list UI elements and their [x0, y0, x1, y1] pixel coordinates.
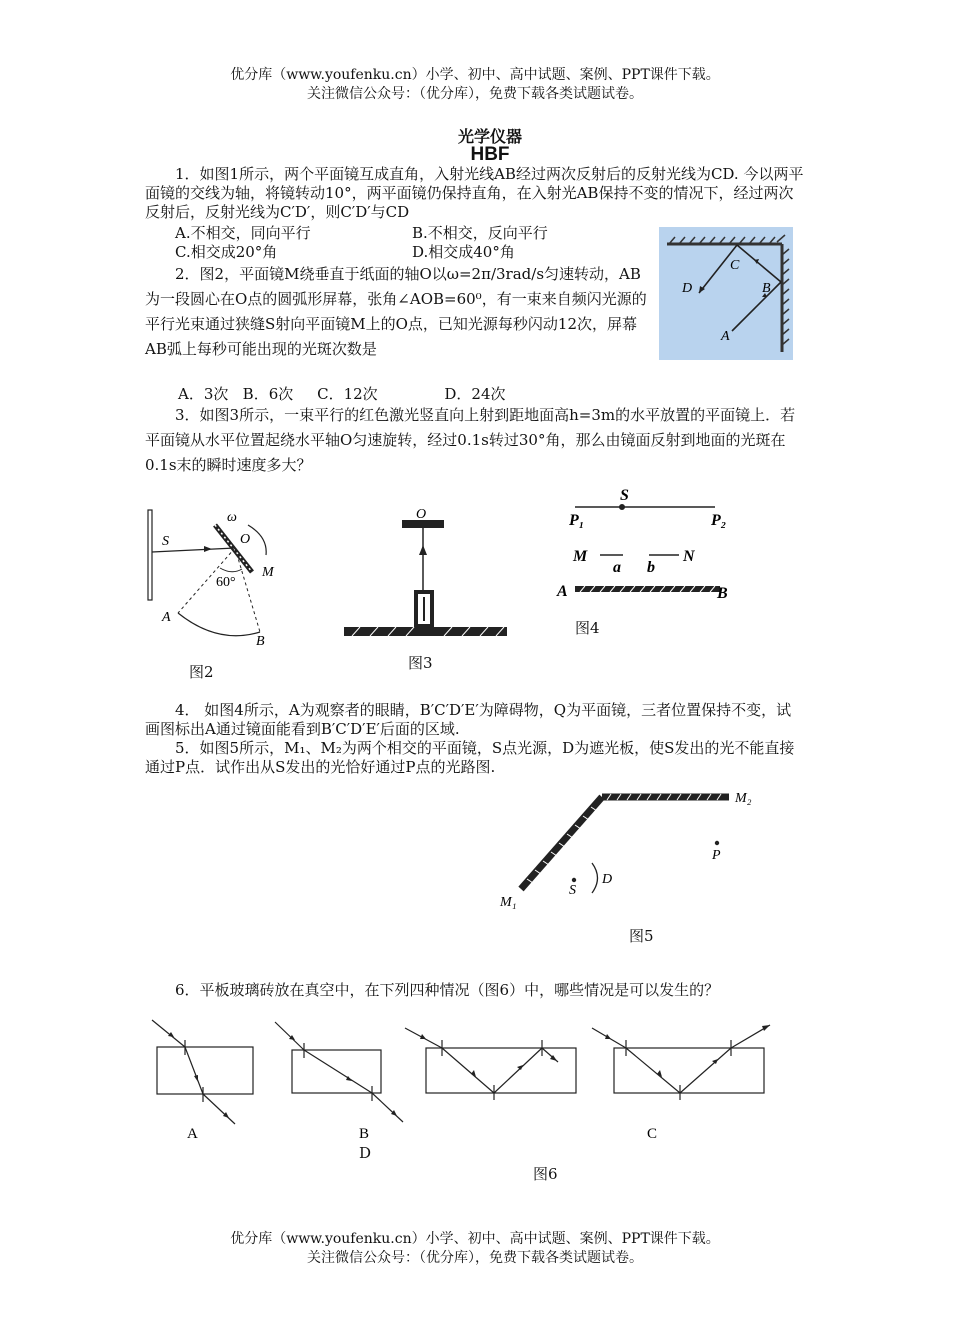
q1-option-c: C.相交成20°角 — [175, 243, 278, 261]
fig6-caption: 图6 — [533, 1165, 558, 1183]
q1-option-b: B.不相交，反向平行 — [412, 224, 548, 242]
fig2-caption: 图2 — [189, 663, 214, 681]
fig4-label-s: S — [620, 487, 629, 504]
question-2-text: 2．图2，平面镜M绕垂直于纸面的轴O以ω=2π/3rad/s匀速转动，AB为一段圆心在O点的圆弧形屏幕，张角∠AOB=60⁰，有一束来自频闪光源的平行光束通过狭缝S射向平面镜M上的O点，已知光源每秒闪动12次，屏幕AB弧上每秒可能出现的光斑次数是 — [145, 265, 647, 358]
fig3-caption: 图3 — [408, 654, 433, 672]
fig4-label-a-small: a — [613, 559, 621, 576]
fig5-label-s: S — [569, 883, 576, 898]
header-line-1: 优分库（www.youfenku.cn）小学、初中、高中试题、案例、PPT课件下载。 — [230, 67, 720, 83]
footer-line-1: 优分库（www.youfenku.cn）小学、初中、高中试题、案例、PPT课件下载。 — [230, 1231, 720, 1247]
header-line-2: 关注微信公众号：（优分库），免费下载各类试题试卷。 — [307, 86, 643, 102]
fig1-label-d: D — [682, 281, 693, 296]
fig2-label-b: B — [256, 634, 265, 649]
fig1-label-b: B — [762, 281, 771, 296]
q1-option-d: D.相交成40°角 — [412, 243, 515, 261]
question-6-text: 6．平板玻璃砖放在真空中，在下列四种情况（图6）中，哪些情况是可以发生的？ — [175, 981, 720, 999]
page-subtitle: HBF — [470, 144, 510, 165]
figure-2 — [140, 505, 290, 650]
fig4-label-m: M — [573, 548, 588, 565]
fig4-label-b-small: b — [647, 559, 655, 576]
page-title: 光学仪器 — [457, 127, 522, 146]
fig4-label-n: N — [683, 548, 695, 565]
fig6-label-c: C — [647, 1126, 658, 1142]
fig5-label-p: P — [712, 848, 721, 863]
fig6-label-d: D — [359, 1144, 372, 1162]
fig4-label-p1: P₁ — [569, 512, 585, 529]
question-4-text: 4． 如图4所示，A为观察者的眼睛，B′C′D′E′为障碍物，Q为平面镜，三者位置保持不变，试画图标出A通过镜面能看到B′C′D′E′后面的区域. — [145, 701, 792, 738]
figure-6 — [140, 1012, 800, 1142]
fig5-label-d: D — [602, 872, 613, 887]
fig2-label-m: M — [262, 565, 274, 580]
fig1-label-a: A — [721, 329, 730, 344]
question-3-text: 3．如图3所示，一束平行的红色激光竖直向上射到距地面高h=3m的水平放置的平面镜上．若平面镜从水平位置起绕水平轴O匀速旋转，经过0.1s转过30°角，那么由镜面反射到地面的光斑在0.1s末的瞬时速度多大？ — [145, 406, 796, 474]
fig5-label-m2: M₂ — [735, 791, 752, 806]
fig2-label-omega: ω — [227, 510, 237, 525]
figure-3 — [340, 503, 510, 643]
fig4-label-b: B — [717, 585, 728, 602]
footer-line-2: 关注微信公众号：（优分库），免费下载各类试题试卷。 — [307, 1250, 643, 1266]
fig6-label-b: B — [359, 1126, 370, 1142]
fig4-label-p2: P₂ — [711, 512, 727, 529]
q2-options: A．3次 B．6次 C．12次 D．24次 — [178, 385, 506, 403]
figure-4 — [555, 480, 740, 610]
fig5-caption: 图5 — [629, 927, 654, 945]
fig3-label-o: O — [416, 507, 427, 522]
fig4-label-a: A — [557, 583, 568, 600]
fig5-label-m1: M₁ — [500, 895, 517, 910]
question-5-text: 5．如图5所示，M₁、M₂为两个相交的平面镜，S点光源，D为遮光板，使S发出的光不能直接通过P点．试作出从S发出的光恰好通过P点的光路图. — [145, 739, 795, 776]
fig2-label-o: O — [240, 532, 251, 547]
fig2-label-s: S — [162, 534, 169, 549]
figure-5 — [495, 785, 765, 915]
fig4-caption: 图4 — [575, 619, 600, 637]
fig2-label-angle: 60° — [216, 575, 236, 590]
fig1-label-c: C — [730, 258, 740, 273]
q1-option-a: A.不相交，同向平行 — [175, 224, 311, 242]
figure-1 — [659, 227, 793, 360]
question-1-text: 1．如图1所示，两个平面镜互成直角，入射光线AB经过两次反射后的反射光线为CD. 今以两平面镜的交线为轴，将镜转动10°，两平面镜仍保持直角，在入射光AB保持不变的情况下，经过两次反射后，反射光线为C′D′，则C′D′与CD — [145, 165, 804, 221]
fig6-label-a: A — [187, 1126, 198, 1142]
fig2-label-a: A — [162, 610, 171, 625]
